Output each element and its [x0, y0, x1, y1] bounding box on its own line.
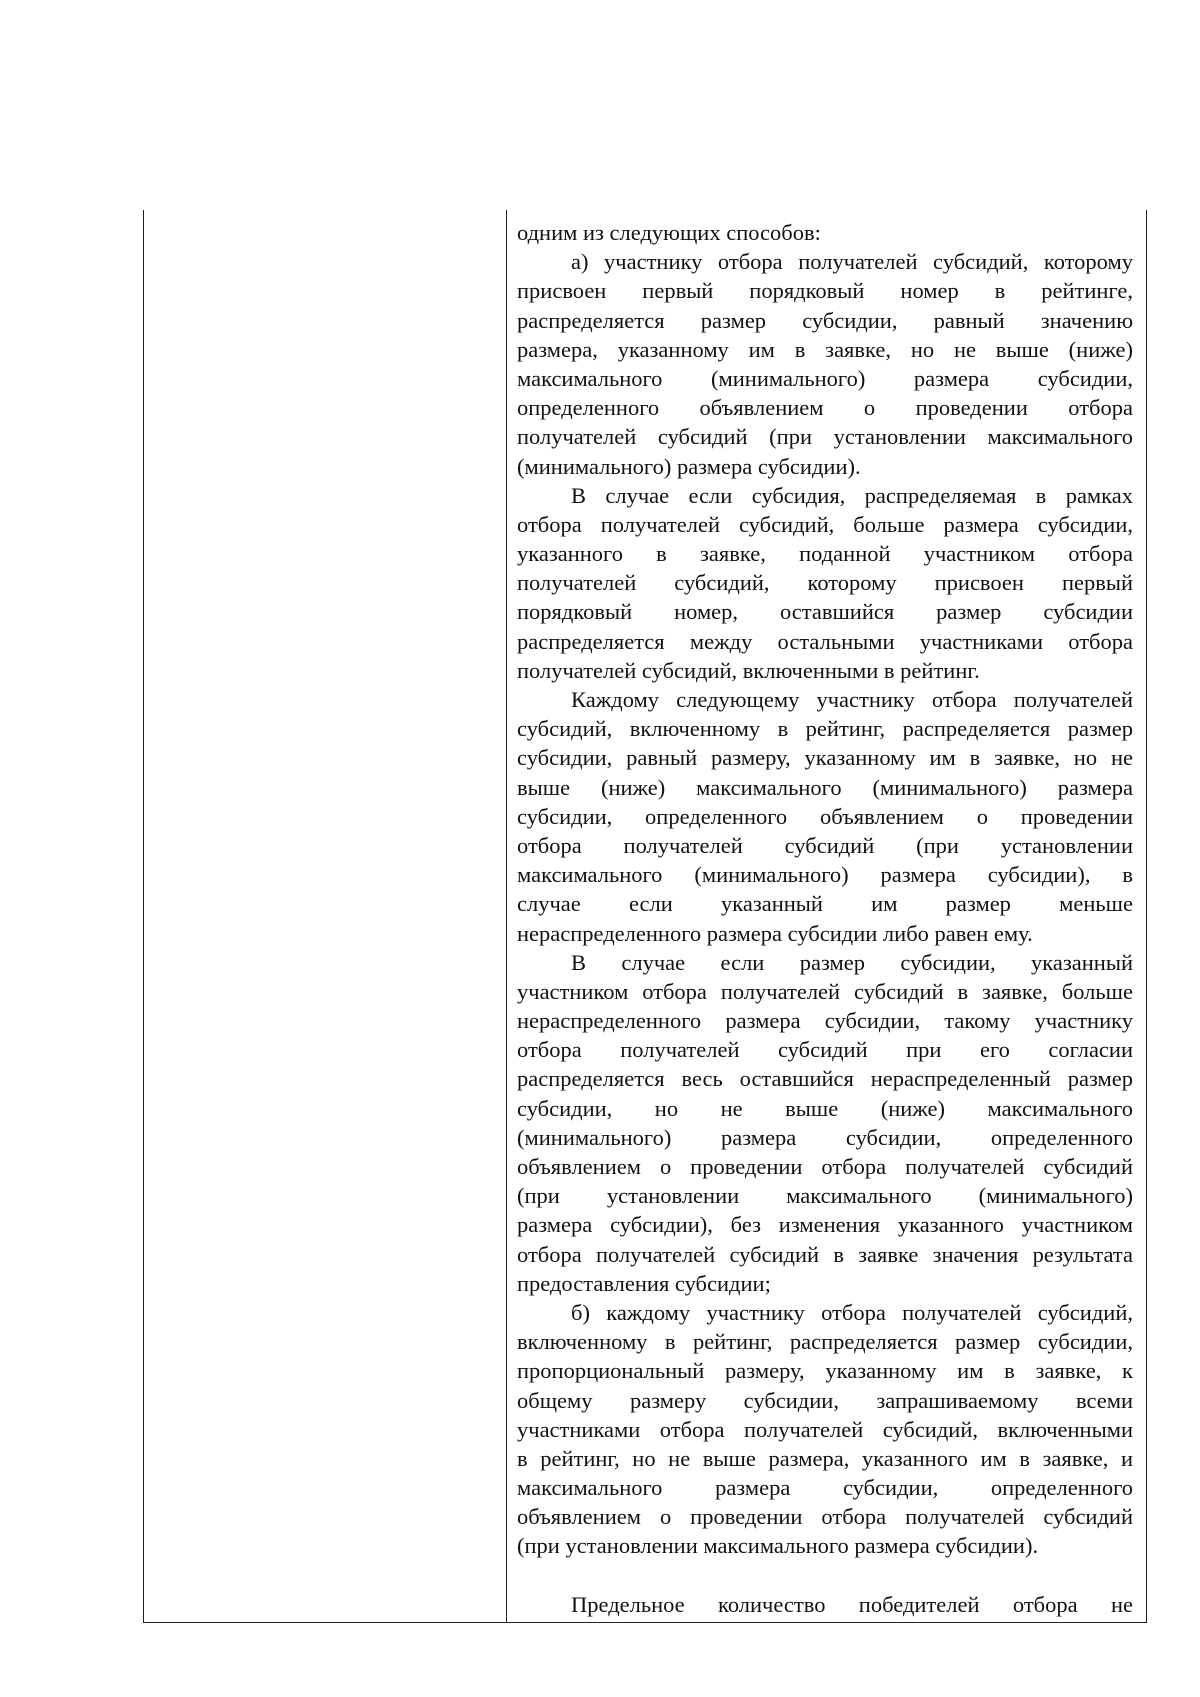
- text-line: получателей субсидий, которому присвоен первый: [517, 570, 1133, 596]
- text-line: нераспределенного размера субсидии, такому участнику: [517, 1008, 1133, 1034]
- text-line: б) каждому участнику отбора получателей субсидий,: [571, 1299, 1133, 1325]
- text-line: субсидии, равный размеру, указанному им в заявке, но не: [517, 745, 1133, 771]
- text-line: объявлением о проведении отбора получателей субсидий: [517, 1504, 1133, 1530]
- text-line: (минимального) размера субсидии, определенного: [517, 1124, 1133, 1150]
- text-line: случае если указанный им размер меньше: [517, 891, 1133, 917]
- text-line: субсидии, но не выше (ниже) максимального: [517, 1095, 1133, 1121]
- document-table: [143, 210, 1147, 1623]
- text-line: В случае если субсидия, распределяемая в рамках: [571, 482, 1133, 508]
- text-line: объявлением о проведении отбора получателей субсидий: [517, 1154, 1133, 1179]
- text-line: В случае если размер субсидии, указанный: [571, 949, 1133, 975]
- text-line: выше (ниже) максимального (минимального) размера: [517, 774, 1133, 800]
- text-line: Каждому следующему участнику отбора получателей: [571, 687, 1133, 712]
- text-line: участниками отбора получателей субсидий, включенными: [517, 1416, 1133, 1442]
- text-line: размера, указанному им в заявке, но не выше (ниже): [517, 336, 1133, 362]
- text-line: максимального (минимального) размера субсидии), в: [517, 862, 1133, 888]
- text-line: нераспределенного размера субсидии либо равен ему.: [517, 920, 1033, 946]
- text-line: Предельное количество победителей отбора не: [571, 1591, 1133, 1617]
- text-line: субсидии, определенного объявлением о проведении: [517, 803, 1133, 829]
- text-line: а) участнику отбора получателей субсидий, которому: [571, 249, 1133, 275]
- text-line: отбора получателей субсидий (при установлении: [517, 832, 1133, 858]
- text-line: предоставления субсидии;: [517, 1270, 771, 1296]
- text-line: размера субсидии), без изменения указанного участником: [517, 1212, 1133, 1238]
- text-line: максимального размера субсидии, определенного: [517, 1475, 1133, 1501]
- text-line: отбора получателей субсидий в заявке значения результата: [517, 1241, 1133, 1267]
- text-line: субсидий, включенному в рейтинг, распределяется размер: [517, 716, 1133, 742]
- right-table-cell: [517, 218, 1133, 1619]
- text-line: (минимального) размера субсидии).: [517, 453, 861, 479]
- text-line: участником отбора получателей субсидий в заявке, больше: [517, 978, 1133, 1004]
- text-line: максимального (минимального) размера субсидии,: [517, 365, 1133, 391]
- paragraph-gap: [517, 1561, 1133, 1590]
- text-line: порядковый номер, оставшийся размер субсидии: [517, 599, 1133, 625]
- text-line: отбора получателей субсидий при его согласии: [517, 1037, 1133, 1063]
- text-line: присвоен первый порядковый номер в рейтинге,: [517, 278, 1133, 304]
- text-line: одним из следующих способов:: [517, 220, 821, 245]
- left-table-cell: [144, 210, 506, 1622]
- text-line: получателей субсидий (при установлении максимального: [517, 424, 1133, 450]
- text-line: распределяется между остальными участниками отбора: [517, 628, 1133, 654]
- text-line: определенного объявлением о проведении отбора: [517, 395, 1133, 421]
- text-line: распределяется весь оставшийся нераспределенный размер: [517, 1066, 1133, 1092]
- text-line: указанного в заявке, поданной участником отбора: [517, 541, 1133, 567]
- text-line: отбора получателей субсидий, больше размера субсидии,: [517, 511, 1133, 537]
- column-divider: [506, 210, 507, 1622]
- text-line: включенному в рейтинг, распределяется размер субсидии,: [517, 1329, 1133, 1355]
- text-line: в рейтинг, но не выше размера, указанного им в заявке, и: [517, 1445, 1133, 1471]
- text-line: общему размеру субсидии, запрашиваемому всеми: [517, 1387, 1133, 1413]
- text-line: распределяется размер субсидии, равный значению: [517, 307, 1133, 333]
- text-line: (при установлении максимального размера субсидии).: [517, 1533, 1039, 1559]
- text-line: получателей субсидий, включенными в рейтинг.: [517, 657, 980, 683]
- text-line: (при установлении максимального (минимального): [517, 1183, 1133, 1209]
- text-line: пропорциональный размеру, указанному им в заявке, к: [517, 1358, 1133, 1384]
